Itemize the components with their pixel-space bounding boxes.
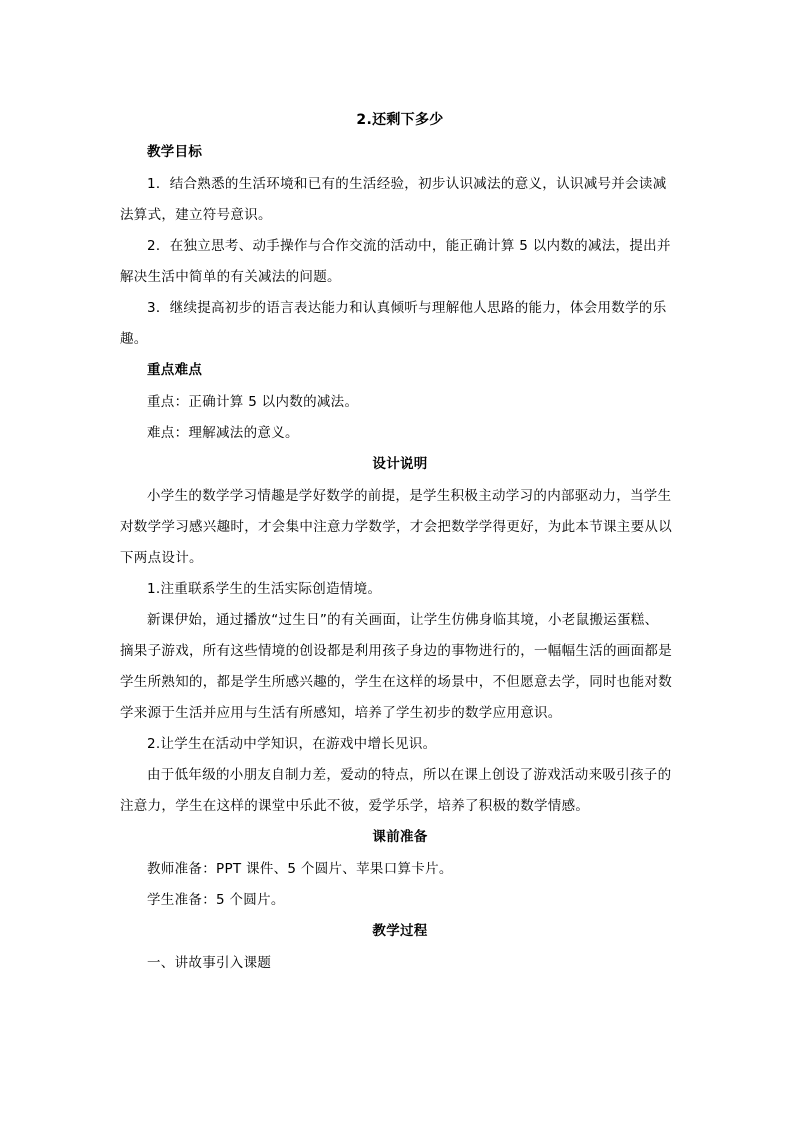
document-title: 2.还剩下多少 xyxy=(356,112,444,128)
design-para-2-line-2: 摘果子游戏，所有这些情境的创设都是利用孩子身边的事物进行的，一幅幅生活的画面都是 xyxy=(120,643,672,659)
difficulty-point: 难点：理解减法的意义。 xyxy=(147,425,299,441)
design-para-2-line-3: 学生所熟知的，都是学生所感兴趣的，学生在这样的场景中，不但愿意去学，同时也能对数 xyxy=(120,674,672,690)
objectives-heading: 教学目标 xyxy=(147,144,203,160)
objective-2-line-1: 2．在独立思考、动手操作与合作交流的活动中，能正确计算 5 以内数的减法，提出并 xyxy=(147,238,671,254)
objective-3-line-2: 趣。 xyxy=(120,331,148,347)
design-para-1-line-2: 对数学学习感兴趣时，才会集中注意力学数学，才会把数学学得更好，为此本节课主要从以 xyxy=(120,519,672,535)
design-para-3-line-1: 由于低年级的小朋友自制力差，爱动的特点，所以在课上创设了游戏活动来吸引孩子的 xyxy=(147,767,672,783)
design-para-3-line-2: 注意力，学生在这样的课堂中乐此不彼，爱学乐学，培养了积极的数学情感。 xyxy=(120,798,590,814)
objective-3-line-1: 3．继续提高初步的语言表达能力和认真倾听与理解他人思路的能力，体会用数学的乐 xyxy=(147,300,667,316)
key-points-heading: 重点难点 xyxy=(147,362,203,378)
objective-1-line-1: 1．结合熟悉的生活环境和已有的生活经验，初步认识减法的意义，认识减号并会读减 xyxy=(147,176,667,192)
teacher-preparation: 教师准备：PPT 课件、5 个圆片、苹果口算卡片。 xyxy=(147,861,453,877)
design-point-2: 2.让学生在活动中学知识，在游戏中增长见识。 xyxy=(147,736,437,752)
design-para-1-line-1: 小学生的数学学习情趣是学好数学的前提，是学生积极主动学习的内部驱动力，当学生 xyxy=(147,488,672,504)
preparation-heading: 课前准备 xyxy=(372,829,428,845)
design-point-1: 1.注重联系学生的生活实际创造情境。 xyxy=(147,581,382,597)
design-heading: 设计说明 xyxy=(372,456,428,472)
design-para-2-line-4: 学来源于生活并应用与生活有所感知，培养了学生初步的数学应用意识。 xyxy=(120,705,562,721)
objective-1-line-2: 法算式，建立符号意识。 xyxy=(120,207,272,223)
process-heading: 教学过程 xyxy=(372,923,428,939)
student-preparation: 学生准备：5 个圆片。 xyxy=(147,892,285,908)
process-step-1: 一、讲故事引入课题 xyxy=(147,955,272,971)
design-para-2-line-1: 新课伊始，通过播放“过生日”的有关画面，让学生仿佛身临其境，小老鼠搬运蛋糕、 xyxy=(147,612,659,628)
key-point: 重点：正确计算 5 以内数的减法。 xyxy=(147,394,359,410)
design-para-1-line-3: 下两点设计。 xyxy=(120,550,203,566)
objective-2-line-2: 解决生活中简单的有关减法的问题。 xyxy=(120,269,341,285)
